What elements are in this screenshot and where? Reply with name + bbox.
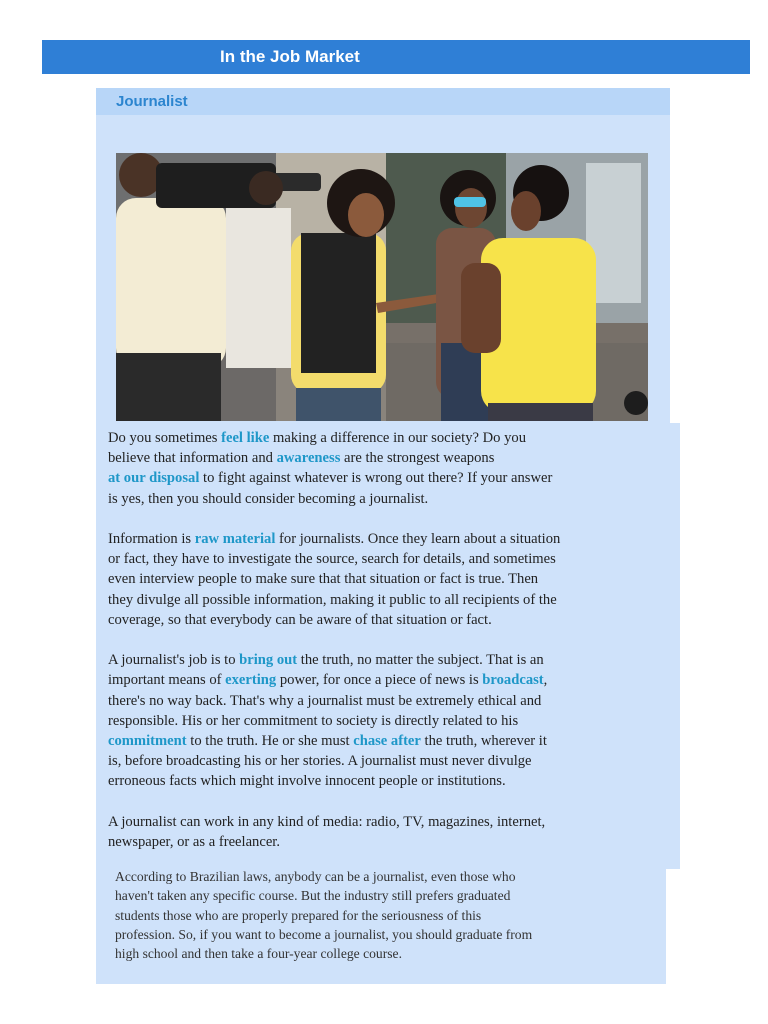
vocab-term: feel like: [221, 430, 270, 446]
text-run: are the strongest weapons: [340, 450, 495, 467]
text-run: the truth, no matter the subject. That is an: [297, 652, 544, 669]
paragraph-2: [108, 529, 670, 630]
text-line: [108, 448, 670, 468]
text-run: to the truth. He or she must: [186, 733, 354, 750]
text-run: Information is: [108, 531, 195, 547]
text-run: the truth, wherever it: [420, 733, 547, 750]
text-line: they divulge all possible information, making it public to all recipients of the: [108, 591, 557, 608]
text-line: According to Brazilian laws, anybody can be a journalist, even those who: [115, 869, 516, 884]
paragraph-1: [108, 428, 670, 509]
text-line: is yes, then you should consider becoming a journalist.: [108, 490, 429, 507]
text-line: [108, 468, 670, 488]
vocab-term: raw material: [194, 531, 276, 547]
text-line: erroneous facts which might involve innocent people or institutions.: [108, 773, 506, 790]
text-line: responsible. His or her commitment to society is directly related to his: [108, 712, 519, 729]
text-line: [108, 428, 670, 448]
paragraph-4: [108, 812, 670, 852]
text-run: important means of: [108, 672, 226, 689]
text-line: even interview people to make sure that that situation or fact is true. Then: [108, 571, 539, 588]
text-line: [108, 670, 670, 690]
vocab-term: broadcast: [482, 672, 544, 689]
text-line: profession. So, if you want to become a journalist, you should graduate from: [115, 926, 533, 942]
text-line: coverage, so that everybody can be aware of that situation or fact.: [108, 611, 492, 628]
text-run: for journalists. Once they learn about a situation: [275, 531, 561, 547]
text-line: [108, 731, 670, 751]
page-title: In the Job Market: [220, 47, 360, 66]
vocab-term: at our disposal: [108, 470, 200, 487]
journalist-photo: [116, 153, 648, 421]
vocab-term: bring out: [239, 652, 298, 669]
paragraph-3: [108, 650, 670, 791]
section-header: [96, 88, 670, 115]
section-title: Journalist: [116, 93, 188, 110]
note-paragraph: [115, 867, 660, 963]
text-line: students those who are properly prepared for the seriousness of this: [115, 907, 482, 923]
text-line: is, before broadcasting his or her stories. A journalist must never divulge: [108, 753, 532, 770]
vocab-term: exerting: [225, 672, 277, 689]
text-run: believe that information and: [108, 450, 277, 467]
text-line: [108, 529, 670, 549]
law-note: [115, 867, 660, 963]
vocab-term: commitment: [108, 733, 187, 750]
text-run: power, for once a piece of news is: [276, 672, 483, 689]
text-line: or fact, they have to investigate the source, search for details, and sometimes: [108, 551, 556, 568]
text-run: to fight against whatever is wrong out there? If your answer: [199, 470, 553, 487]
text-run: Do you sometimes: [108, 430, 222, 446]
vocab-term: chase after: [353, 733, 421, 750]
vocab-term: awareness: [276, 450, 341, 467]
text-line: A journalist can work in any kind of media: radio, TV, magazines, internet,: [108, 813, 546, 830]
text-line: [108, 650, 670, 670]
text-line: newspaper, or as a freelancer.: [108, 834, 281, 851]
text-run: making a difference in our society? Do you: [269, 430, 527, 446]
article-body: [108, 428, 670, 872]
text-run: ,: [543, 672, 548, 689]
header-banner: [42, 40, 750, 74]
text-line: there's no way back. That's why a journalist must be extremely ethical and: [108, 692, 542, 709]
text-run: A journalist's job is to: [108, 652, 240, 669]
text-line: high school and then take a four-year college course.: [115, 946, 402, 962]
text-line: haven't taken any specific course. But the industry still prefers graduated: [115, 888, 511, 904]
